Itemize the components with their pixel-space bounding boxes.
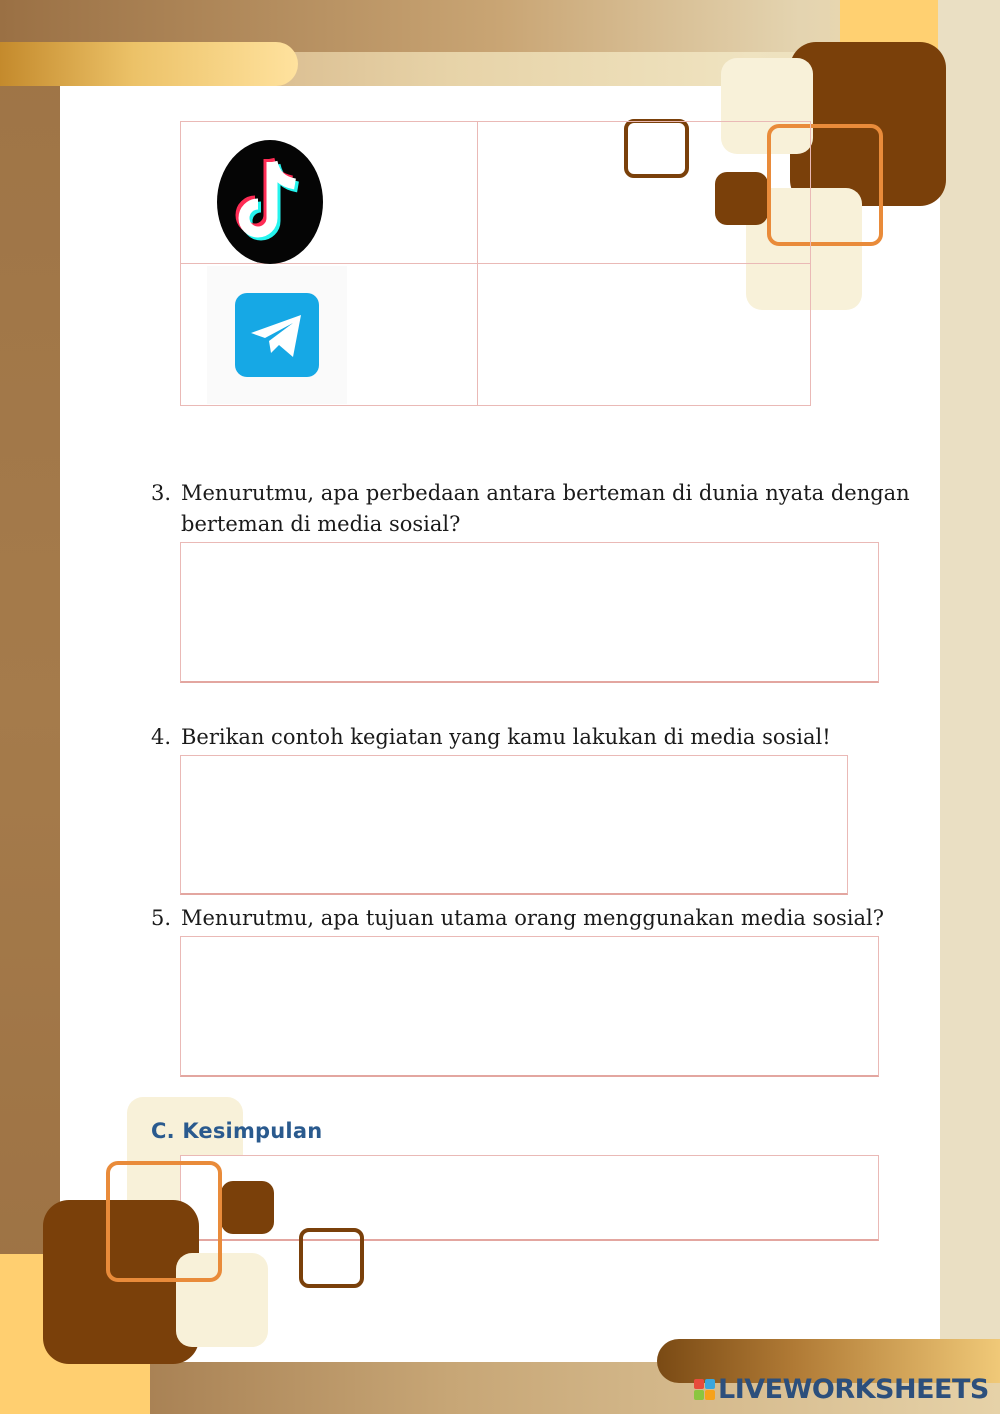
question-text-line: Menurutmu, apa perbedaan antara berteman di dunia nyata dengan <box>181 481 910 505</box>
app-table <box>180 121 811 406</box>
table-row <box>181 264 811 406</box>
liveworksheets-wordmark: LIVEWORKSHEETS <box>718 1374 989 1405</box>
question-text-line: Menurutmu, apa tujuan utama orang menggunakan media sosial? <box>181 906 884 930</box>
decor-square-dark-small <box>221 1181 274 1234</box>
decor-square-outline-brown <box>299 1228 364 1288</box>
table-answer-cell[interactable] <box>478 264 811 406</box>
question-4 <box>151 722 891 754</box>
question-text-line: berteman di media sosial? <box>181 512 461 536</box>
table-cell-icon <box>181 122 478 264</box>
question-number: 4. <box>151 725 172 749</box>
decor-square-outline-orange <box>106 1161 222 1282</box>
liveworksheets-cubes-icon <box>694 1379 716 1401</box>
question-number: 5. <box>151 906 172 930</box>
question-5 <box>151 903 891 935</box>
tiktok-icon <box>217 140 323 264</box>
table-answer-cell[interactable] <box>478 122 811 264</box>
liveworksheets-logo[interactable] <box>694 1373 994 1407</box>
section-heading-kesimpulan <box>151 1119 322 1143</box>
frame-top-tab <box>0 42 298 86</box>
answer-box-question-3[interactable] <box>180 542 879 683</box>
question-text-line: Berikan contoh kegiatan yang kamu lakukan di media sosial! <box>181 725 831 749</box>
table-row <box>181 122 811 264</box>
answer-box-question-5[interactable] <box>180 936 879 1077</box>
answer-box-question-4[interactable] <box>180 755 848 895</box>
answer-box-kesimpulan[interactable] <box>180 1155 879 1241</box>
frame-left-band <box>0 0 60 1414</box>
telegram-icon-frame <box>207 266 347 404</box>
question-3 <box>151 478 910 542</box>
table-cell-icon <box>181 264 478 406</box>
telegram-icon <box>235 293 319 377</box>
section-title: Kesimpulan <box>182 1119 323 1143</box>
section-letter: C. <box>151 1119 175 1143</box>
frame-right-band <box>938 0 1000 1414</box>
question-number: 3. <box>151 481 172 505</box>
